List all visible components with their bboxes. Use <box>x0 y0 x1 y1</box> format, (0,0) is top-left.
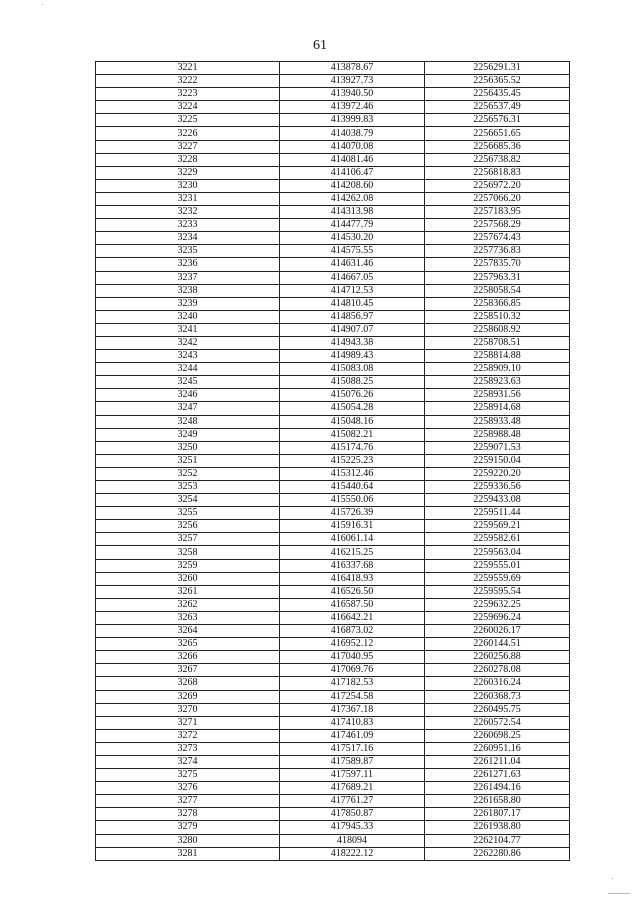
point-number-cell: 3221 <box>96 62 280 75</box>
point-number-cell: 3270 <box>96 703 280 716</box>
table-row <box>96 481 570 494</box>
point-number-cell: 3254 <box>96 494 280 507</box>
table-row <box>96 245 570 258</box>
point-number-cell: 3245 <box>96 376 280 389</box>
table-row <box>96 166 570 179</box>
point-number-cell: 3260 <box>96 572 280 585</box>
y-coordinate-cell: 2258814.88 <box>425 350 570 363</box>
table-row <box>96 834 570 847</box>
x-coordinate-cell: 414907.07 <box>280 323 425 336</box>
y-coordinate-cell: 2260572.54 <box>425 716 570 729</box>
x-coordinate-cell: 418094 <box>280 834 425 847</box>
point-number-cell: 3224 <box>96 101 280 114</box>
point-number-cell: 3266 <box>96 651 280 664</box>
y-coordinate-cell: 2261211.04 <box>425 755 570 768</box>
point-number-cell: 3251 <box>96 454 280 467</box>
table-row <box>96 441 570 454</box>
x-coordinate-cell: 416061.14 <box>280 533 425 546</box>
point-number-cell: 3244 <box>96 363 280 376</box>
x-coordinate-cell: 414081.46 <box>280 153 425 166</box>
x-coordinate-cell: 414631.46 <box>280 258 425 271</box>
table-row <box>96 677 570 690</box>
point-number-cell: 3227 <box>96 140 280 153</box>
table-row <box>96 271 570 284</box>
x-coordinate-cell: 416952.12 <box>280 638 425 651</box>
table-row <box>96 625 570 638</box>
table-row <box>96 611 570 624</box>
point-number-cell: 3243 <box>96 350 280 363</box>
table-row <box>96 664 570 677</box>
y-coordinate-cell: 2259511.44 <box>425 507 570 520</box>
y-coordinate-cell: 2258058.54 <box>425 284 570 297</box>
x-coordinate-cell: 415550.06 <box>280 494 425 507</box>
y-coordinate-cell: 2256685.36 <box>425 140 570 153</box>
x-coordinate-cell: 415048.16 <box>280 415 425 428</box>
y-coordinate-cell: 2260256.88 <box>425 651 570 664</box>
x-coordinate-cell: 414106.47 <box>280 166 425 179</box>
x-coordinate-cell: 414262.08 <box>280 192 425 205</box>
y-coordinate-cell: 2261271.63 <box>425 769 570 782</box>
table-row <box>96 88 570 101</box>
x-coordinate-cell: 414575.55 <box>280 245 425 258</box>
point-number-cell: 3230 <box>96 179 280 192</box>
table-row <box>96 598 570 611</box>
x-coordinate-cell: 414070.08 <box>280 140 425 153</box>
table-row <box>96 258 570 271</box>
y-coordinate-cell: 2260278.08 <box>425 664 570 677</box>
point-number-cell: 3247 <box>96 402 280 415</box>
x-coordinate-cell: 417367.18 <box>280 703 425 716</box>
x-coordinate-cell: 415076.26 <box>280 389 425 402</box>
table-row <box>96 350 570 363</box>
x-coordinate-cell: 413878.67 <box>280 62 425 75</box>
x-coordinate-cell: 417589.87 <box>280 755 425 768</box>
y-coordinate-cell: 2261494.16 <box>425 782 570 795</box>
y-coordinate-cell: 2259569.21 <box>425 520 570 533</box>
page-number: 61 <box>313 38 327 53</box>
table-row <box>96 847 570 860</box>
table-row <box>96 755 570 768</box>
point-number-cell: 3229 <box>96 166 280 179</box>
table-row <box>96 572 570 585</box>
point-number-cell: 3222 <box>96 75 280 88</box>
point-number-cell: 3279 <box>96 821 280 834</box>
point-number-cell: 3264 <box>96 625 280 638</box>
point-number-cell: 3280 <box>96 834 280 847</box>
point-number-cell: 3272 <box>96 729 280 742</box>
table-row <box>96 782 570 795</box>
point-number-cell: 3255 <box>96 507 280 520</box>
table-row <box>96 494 570 507</box>
table-row <box>96 206 570 219</box>
point-number-cell: 3234 <box>96 232 280 245</box>
table-row <box>96 114 570 127</box>
table-row <box>96 795 570 808</box>
y-coordinate-cell: 2256651.65 <box>425 127 570 140</box>
y-coordinate-cell: 2260316.24 <box>425 677 570 690</box>
x-coordinate-cell: 413972.46 <box>280 101 425 114</box>
point-number-cell: 3235 <box>96 245 280 258</box>
table-row <box>96 415 570 428</box>
y-coordinate-cell: 2257183.95 <box>425 206 570 219</box>
x-coordinate-cell: 417254.58 <box>280 690 425 703</box>
x-coordinate-cell: 416418.93 <box>280 572 425 585</box>
x-coordinate-cell: 416873.02 <box>280 625 425 638</box>
y-coordinate-cell: 2258909.10 <box>425 363 570 376</box>
x-coordinate-cell: 417182.53 <box>280 677 425 690</box>
y-coordinate-cell: 2260495.75 <box>425 703 570 716</box>
point-number-cell: 3236 <box>96 258 280 271</box>
y-coordinate-cell: 2257568.29 <box>425 219 570 232</box>
table-row <box>96 428 570 441</box>
y-coordinate-cell: 2256537.49 <box>425 101 570 114</box>
y-coordinate-cell: 2257736.83 <box>425 245 570 258</box>
y-coordinate-cell: 2256972.20 <box>425 179 570 192</box>
table-row <box>96 219 570 232</box>
y-coordinate-cell: 2259220.20 <box>425 467 570 480</box>
y-coordinate-cell: 2257963.31 <box>425 271 570 284</box>
point-number-cell: 3273 <box>96 742 280 755</box>
x-coordinate-cell: 415082.21 <box>280 428 425 441</box>
x-coordinate-cell: 416215.25 <box>280 546 425 559</box>
x-coordinate-cell: 414477.79 <box>280 219 425 232</box>
y-coordinate-cell: 2258931.56 <box>425 389 570 402</box>
y-coordinate-cell: 2259555.01 <box>425 559 570 572</box>
table-row <box>96 363 570 376</box>
point-number-cell: 3252 <box>96 467 280 480</box>
scan-speck <box>608 893 630 894</box>
table-row <box>96 559 570 572</box>
y-coordinate-cell: 2256435.45 <box>425 88 570 101</box>
table-row <box>96 808 570 821</box>
point-number-cell: 3271 <box>96 716 280 729</box>
x-coordinate-cell: 413927.73 <box>280 75 425 88</box>
x-coordinate-cell: 417069.76 <box>280 664 425 677</box>
y-coordinate-cell: 2259150.04 <box>425 454 570 467</box>
table-row <box>96 75 570 88</box>
y-coordinate-cell: 2259632.25 <box>425 598 570 611</box>
point-number-cell: 3277 <box>96 795 280 808</box>
table-row <box>96 323 570 336</box>
point-number-cell: 3269 <box>96 690 280 703</box>
table-row <box>96 638 570 651</box>
x-coordinate-cell: 417040.95 <box>280 651 425 664</box>
table-row <box>96 297 570 310</box>
x-coordinate-cell: 415916.31 <box>280 520 425 533</box>
point-number-cell: 3223 <box>96 88 280 101</box>
table-row <box>96 533 570 546</box>
table-row <box>96 716 570 729</box>
x-coordinate-cell: 415054.28 <box>280 402 425 415</box>
y-coordinate-cell: 2258914.68 <box>425 402 570 415</box>
point-number-cell: 3225 <box>96 114 280 127</box>
x-coordinate-cell: 414313.98 <box>280 206 425 219</box>
y-coordinate-cell: 2257835.70 <box>425 258 570 271</box>
point-number-cell: 3274 <box>96 755 280 768</box>
point-number-cell: 3265 <box>96 638 280 651</box>
x-coordinate-cell: 416526.50 <box>280 585 425 598</box>
table-row <box>96 127 570 140</box>
table-row <box>96 690 570 703</box>
y-coordinate-cell: 2259559.69 <box>425 572 570 585</box>
table-row <box>96 821 570 834</box>
x-coordinate-cell: 417461.09 <box>280 729 425 742</box>
table-row <box>96 703 570 716</box>
point-number-cell: 3253 <box>96 481 280 494</box>
point-number-cell: 3249 <box>96 428 280 441</box>
y-coordinate-cell: 2260368.73 <box>425 690 570 703</box>
table-row <box>96 651 570 664</box>
coordinate-table-body <box>96 62 570 861</box>
x-coordinate-cell: 415726.39 <box>280 507 425 520</box>
y-coordinate-cell: 2262104.77 <box>425 834 570 847</box>
scan-speck <box>42 4 43 5</box>
point-number-cell: 3267 <box>96 664 280 677</box>
table-row <box>96 585 570 598</box>
point-number-cell: 3238 <box>96 284 280 297</box>
y-coordinate-cell: 2256738.82 <box>425 153 570 166</box>
table-row <box>96 376 570 389</box>
x-coordinate-cell: 417689.21 <box>280 782 425 795</box>
table-row <box>96 62 570 75</box>
point-number-cell: 3231 <box>96 192 280 205</box>
y-coordinate-cell: 2257066.20 <box>425 192 570 205</box>
table-row <box>96 336 570 349</box>
x-coordinate-cell: 417517.16 <box>280 742 425 755</box>
y-coordinate-cell: 2258608.92 <box>425 323 570 336</box>
y-coordinate-cell: 2259336.56 <box>425 481 570 494</box>
table-row <box>96 467 570 480</box>
table-row <box>96 389 570 402</box>
x-coordinate-cell: 415440.64 <box>280 481 425 494</box>
x-coordinate-cell: 417945.33 <box>280 821 425 834</box>
x-coordinate-cell: 415088.25 <box>280 376 425 389</box>
table-row <box>96 546 570 559</box>
x-coordinate-cell: 418222.12 <box>280 847 425 860</box>
x-coordinate-cell: 417597.11 <box>280 769 425 782</box>
table-row <box>96 101 570 114</box>
y-coordinate-cell: 2260951.16 <box>425 742 570 755</box>
y-coordinate-cell: 2258988.48 <box>425 428 570 441</box>
y-coordinate-cell: 2257674.43 <box>425 232 570 245</box>
point-number-cell: 3268 <box>96 677 280 690</box>
point-number-cell: 3226 <box>96 127 280 140</box>
point-number-cell: 3242 <box>96 336 280 349</box>
y-coordinate-cell: 2261658.80 <box>425 795 570 808</box>
x-coordinate-cell: 415174.76 <box>280 441 425 454</box>
table-row <box>96 153 570 166</box>
x-coordinate-cell: 416337.68 <box>280 559 425 572</box>
point-number-cell: 3228 <box>96 153 280 166</box>
point-number-cell: 3262 <box>96 598 280 611</box>
point-number-cell: 3263 <box>96 611 280 624</box>
x-coordinate-cell: 414810.45 <box>280 297 425 310</box>
point-number-cell: 3239 <box>96 297 280 310</box>
point-number-cell: 3276 <box>96 782 280 795</box>
y-coordinate-cell: 2258923.63 <box>425 376 570 389</box>
point-number-cell: 3248 <box>96 415 280 428</box>
table-row <box>96 140 570 153</box>
point-number-cell: 3257 <box>96 533 280 546</box>
point-number-cell: 3259 <box>96 559 280 572</box>
y-coordinate-cell: 2256365.52 <box>425 75 570 88</box>
y-coordinate-cell: 2256818.83 <box>425 166 570 179</box>
point-number-cell: 3237 <box>96 271 280 284</box>
x-coordinate-cell: 417850.87 <box>280 808 425 821</box>
x-coordinate-cell: 415312.46 <box>280 467 425 480</box>
y-coordinate-cell: 2261807.17 <box>425 808 570 821</box>
x-coordinate-cell: 416642.21 <box>280 611 425 624</box>
point-number-cell: 3241 <box>96 323 280 336</box>
y-coordinate-cell: 2262280.86 <box>425 847 570 860</box>
table-row <box>96 192 570 205</box>
y-coordinate-cell: 2260026.17 <box>425 625 570 638</box>
point-number-cell: 3258 <box>96 546 280 559</box>
point-number-cell: 3246 <box>96 389 280 402</box>
point-number-cell: 3281 <box>96 847 280 860</box>
table-row <box>96 179 570 192</box>
point-number-cell: 3250 <box>96 441 280 454</box>
y-coordinate-cell: 2256291.31 <box>425 62 570 75</box>
table-row <box>96 520 570 533</box>
table-row <box>96 729 570 742</box>
table-row <box>96 310 570 323</box>
x-coordinate-cell: 414530.20 <box>280 232 425 245</box>
y-coordinate-cell: 2259595.54 <box>425 585 570 598</box>
scan-speck <box>612 878 613 879</box>
x-coordinate-cell: 414712.53 <box>280 284 425 297</box>
table-row <box>96 232 570 245</box>
y-coordinate-cell: 2259696.24 <box>425 611 570 624</box>
point-number-cell: 3256 <box>96 520 280 533</box>
point-number-cell: 3275 <box>96 769 280 782</box>
x-coordinate-cell: 414667.05 <box>280 271 425 284</box>
y-coordinate-cell: 2259071.53 <box>425 441 570 454</box>
y-coordinate-cell: 2259563.04 <box>425 546 570 559</box>
coordinate-table <box>95 61 570 861</box>
x-coordinate-cell: 414989.43 <box>280 350 425 363</box>
table-row <box>96 769 570 782</box>
point-number-cell: 3233 <box>96 219 280 232</box>
table-row <box>96 454 570 467</box>
x-coordinate-cell: 413940.50 <box>280 88 425 101</box>
point-number-cell: 3278 <box>96 808 280 821</box>
x-coordinate-cell: 414943.38 <box>280 336 425 349</box>
x-coordinate-cell: 417410.83 <box>280 716 425 729</box>
x-coordinate-cell: 416587.50 <box>280 598 425 611</box>
x-coordinate-cell: 415225.23 <box>280 454 425 467</box>
y-coordinate-cell: 2260144.51 <box>425 638 570 651</box>
y-coordinate-cell: 2258933.48 <box>425 415 570 428</box>
y-coordinate-cell: 2256576.31 <box>425 114 570 127</box>
x-coordinate-cell: 413999.83 <box>280 114 425 127</box>
table-row <box>96 402 570 415</box>
point-number-cell: 3240 <box>96 310 280 323</box>
y-coordinate-cell: 2258510.32 <box>425 310 570 323</box>
y-coordinate-cell: 2259582.61 <box>425 533 570 546</box>
y-coordinate-cell: 2260698.25 <box>425 729 570 742</box>
table-row <box>96 507 570 520</box>
x-coordinate-cell: 414856.97 <box>280 310 425 323</box>
x-coordinate-cell: 415083.08 <box>280 363 425 376</box>
point-number-cell: 3261 <box>96 585 280 598</box>
x-coordinate-cell: 417761.27 <box>280 795 425 808</box>
y-coordinate-cell: 2258366.85 <box>425 297 570 310</box>
x-coordinate-cell: 414208.60 <box>280 179 425 192</box>
table-row <box>96 284 570 297</box>
y-coordinate-cell: 2261938.80 <box>425 821 570 834</box>
x-coordinate-cell: 414038.79 <box>280 127 425 140</box>
point-number-cell: 3232 <box>96 206 280 219</box>
table-row <box>96 742 570 755</box>
y-coordinate-cell: 2259433.08 <box>425 494 570 507</box>
y-coordinate-cell: 2258708.51 <box>425 336 570 349</box>
